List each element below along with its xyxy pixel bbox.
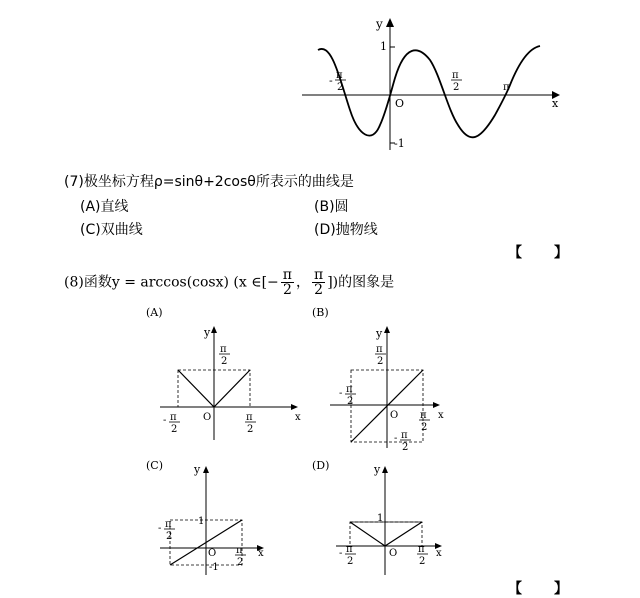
x-label: x — [552, 97, 559, 110]
svg-text:x: x — [295, 412, 301, 423]
svg-text:O: O — [389, 548, 398, 559]
svg-text:2: 2 — [171, 424, 178, 435]
svg-text:-1: -1 — [209, 562, 219, 573]
svg-text:y: y — [374, 463, 381, 476]
svg-text:2: 2 — [347, 396, 354, 407]
svg-text:π: π — [346, 384, 353, 395]
pi-half-label: π — [452, 70, 459, 81]
svg-text:-: - — [339, 548, 343, 559]
origin-label: O — [395, 97, 405, 110]
svg-text:π: π — [376, 344, 383, 355]
svg-text:2: 2 — [237, 557, 244, 568]
svg-text:π: π — [246, 412, 253, 423]
svg-text:x: x — [258, 548, 264, 559]
q7-bracket-open: 【 — [508, 245, 522, 261]
q8-option-c-label[interactable]: (C) — [146, 459, 163, 472]
svg-text:2: 2 — [402, 442, 409, 453]
svg-text:π: π — [401, 430, 408, 441]
q8-bracket-open: 【 — [508, 581, 522, 597]
q7-option-a[interactable]: (A)直线 — [80, 199, 129, 215]
q8-option-d-label[interactable]: (D) — [312, 459, 330, 472]
svg-text:π: π — [220, 344, 227, 355]
svg-text:y: y — [194, 463, 201, 476]
svg-text:2: 2 — [247, 424, 254, 435]
svg-text:2: 2 — [419, 556, 426, 567]
pi-label: π — [503, 82, 510, 93]
svg-text:2: 2 — [377, 356, 384, 367]
q8-option-b-label[interactable]: (B) — [312, 306, 329, 319]
svg-text:2: 2 — [453, 82, 460, 93]
svg-text:π: π — [420, 410, 427, 421]
svg-text:x: x — [438, 410, 444, 421]
svg-text:1: 1 — [198, 516, 205, 527]
svg-text:-: - — [158, 523, 162, 534]
svg-text:π: π — [236, 545, 243, 556]
q7-option-b[interactable]: (B)圆 — [314, 199, 349, 215]
svg-text:O: O — [390, 410, 399, 421]
svg-text:π: π — [170, 412, 177, 423]
svg-text:O: O — [208, 548, 217, 559]
svg-text:π: π — [418, 544, 425, 555]
q8-bracket-close: 】 — [554, 581, 568, 597]
svg-text:y: y — [204, 326, 211, 339]
q7-option-c[interactable]: (C)双曲线 — [80, 222, 143, 238]
svg-text:-: - — [163, 415, 167, 426]
neg-one-label: -1 — [394, 137, 405, 150]
svg-text:2: 2 — [337, 82, 344, 93]
svg-text:-: - — [329, 74, 333, 87]
q7-bracket-close: 】 — [554, 245, 568, 261]
svg-text:-: - — [394, 433, 398, 444]
svg-text:2: 2 — [166, 531, 173, 542]
q7-option-d[interactable]: (D)抛物线 — [314, 222, 378, 238]
svg-text:1: 1 — [377, 513, 384, 524]
q7-question: (7)极坐标方程ρ=sinθ+2cosθ所表示的曲线是 — [64, 174, 354, 190]
svg-text:x: x — [436, 548, 442, 559]
pi-half-fraction: $\frac{\pi}{2}$ — [314, 267, 324, 298]
svg-text:π: π — [165, 519, 172, 530]
one-label: 1 — [380, 40, 387, 53]
svg-text:2: 2 — [421, 422, 428, 433]
svg-text:-: - — [339, 388, 343, 399]
svg-text:2: 2 — [347, 556, 354, 567]
svg-text:O: O — [203, 412, 212, 423]
graph-d-curve — [350, 522, 422, 546]
q8-question: (8)函数y = arccos(cosx) (x ∈[− $\frac{\pi}{2}$ ， $\frac{\pi}{2}$ ])的图象是 — [64, 267, 395, 298]
q8-option-a-label[interactable]: (A) — [146, 306, 163, 319]
y-label: y — [376, 17, 383, 31]
svg-text:π: π — [346, 544, 353, 555]
svg-text:y: y — [376, 327, 383, 340]
neg-pi-half-label: π — [336, 70, 343, 81]
neg-pi-half-fraction: $\frac{\pi}{2}$ — [282, 267, 292, 298]
svg-text:2: 2 — [221, 356, 228, 367]
